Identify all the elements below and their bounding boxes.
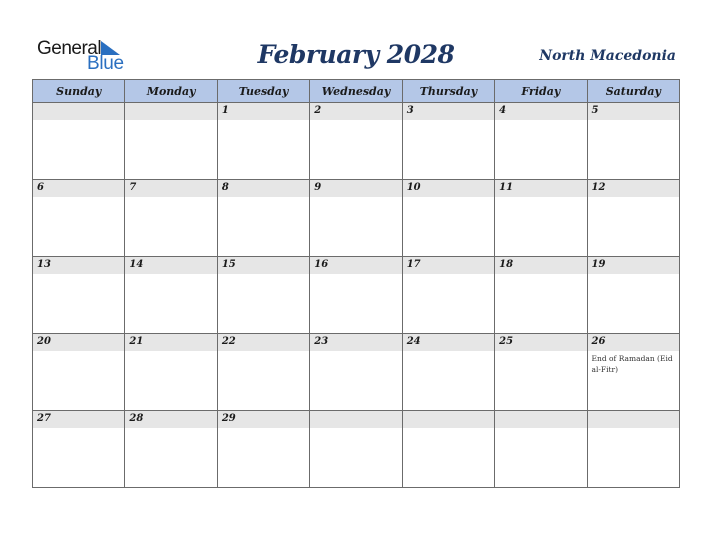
day-number: 22 [221,336,236,347]
day-number-bar [588,334,679,351]
day-number: 21 [129,336,144,347]
day-cell[interactable] [402,103,494,180]
day-cell[interactable] [33,103,125,180]
day-number-bar [33,257,124,274]
day-number-bar [125,257,216,274]
day-cell[interactable] [217,334,309,411]
day-number-bar [495,180,586,197]
day-number-bar [495,103,586,120]
day-cell[interactable] [217,103,309,180]
day-cell[interactable] [125,103,217,180]
calendar-grid [32,79,680,488]
day-cell[interactable] [587,103,679,180]
weekday-header: Sunday [33,80,125,103]
day-number: 11 [499,182,514,193]
day-number-bar [218,180,309,197]
day-cell[interactable] [33,411,125,488]
day-number: 18 [499,259,514,270]
weekday-header: Saturday [587,80,679,103]
weekday-header: Friday [495,80,587,103]
calendar-title: February 2028 [257,40,455,69]
day-cell[interactable] [402,180,494,257]
day-number: 7 [129,182,137,193]
day-number: 13 [37,259,51,270]
day-cell[interactable] [310,180,402,257]
day-cell[interactable] [587,411,679,488]
day-number: 24 [406,336,421,347]
day-number-bar [218,103,309,120]
day-number-bar [403,411,494,428]
day-cell[interactable] [33,334,125,411]
day-number: 10 [406,182,421,193]
day-cell[interactable] [495,257,587,334]
day-number-bar [33,411,124,428]
day-number-bar [310,257,401,274]
day-cell[interactable] [587,257,679,334]
day-number-bar [33,103,124,120]
day-number: 17 [406,259,421,270]
day-cell[interactable] [125,257,217,334]
day-number-bar [588,180,679,197]
day-number-bar [125,180,216,197]
day-number-bar [218,411,309,428]
day-number-bar [403,334,494,351]
week-row [33,411,680,488]
day-cell[interactable] [402,334,494,411]
week-row [33,257,680,334]
weekday-header-row [33,80,680,103]
day-cell[interactable] [587,334,679,411]
day-cell[interactable] [310,411,402,488]
country-name: North Macedonia [539,48,676,64]
day-number-bar [495,411,586,428]
logo-text-general: General [37,38,102,59]
weekday-header: Tuesday [217,80,309,103]
day-number: 25 [499,336,514,347]
day-number: 1 [221,105,229,116]
day-cell[interactable] [310,103,402,180]
day-cell[interactable] [33,180,125,257]
day-number: 23 [314,336,329,347]
day-number-bar [218,257,309,274]
day-cell[interactable] [217,411,309,488]
day-number-bar [125,334,216,351]
day-cell[interactable] [310,334,402,411]
day-number: 15 [221,259,236,270]
day-cell[interactable] [217,257,309,334]
day-cell[interactable] [587,180,679,257]
day-cell[interactable] [402,411,494,488]
generalblue-logo [37,38,127,74]
day-number: 26 [591,336,606,347]
day-number: 6 [37,182,44,193]
day-number-bar [403,180,494,197]
day-number: 16 [314,259,329,270]
weekday-header: Wednesday [310,80,402,103]
day-number-bar [310,411,401,428]
weekday-header: Monday [125,80,217,103]
day-number-bar [33,180,124,197]
day-number-bar [588,411,679,428]
day-number: 20 [37,336,51,347]
day-number: 14 [129,259,144,270]
day-number-bar [310,334,401,351]
day-number: 9 [314,182,322,193]
day-cell[interactable] [125,180,217,257]
logo-text-blue: Blue [87,53,124,74]
day-number-bar [33,334,124,351]
day-number: 28 [129,413,144,424]
day-number-bar [125,103,216,120]
day-cell[interactable] [125,411,217,488]
day-number: 5 [591,105,599,116]
day-number: 2 [314,105,322,116]
day-number-bar [125,411,216,428]
day-number-bar [588,257,679,274]
day-cell[interactable] [217,180,309,257]
day-number: 8 [221,182,229,193]
day-number-bar [403,257,494,274]
day-number: 12 [591,182,606,193]
day-number-bar [218,334,309,351]
day-number-bar [495,257,586,274]
day-cell[interactable] [33,257,125,334]
day-number-bar [588,103,679,120]
day-cell[interactable] [495,411,587,488]
day-cell[interactable] [495,334,587,411]
week-row [33,180,680,257]
day-number: 29 [221,413,236,424]
day-number-bar [495,334,586,351]
day-number-bar [310,103,401,120]
day-cell[interactable] [495,103,587,180]
day-cell[interactable] [402,257,494,334]
holiday-note: End of Ramadan (Eid al-Fitr) [591,354,673,374]
weekday-header: Thursday [402,80,494,103]
day-number-bar [403,103,494,120]
day-number: 4 [499,105,507,116]
day-number: 3 [406,105,414,116]
day-cell[interactable] [495,180,587,257]
week-row [33,103,680,180]
day-number: 27 [37,413,51,424]
day-cell[interactable] [125,334,217,411]
day-number: 19 [591,259,606,270]
day-number-bar [310,180,401,197]
week-row [33,334,680,411]
day-cell[interactable] [310,257,402,334]
